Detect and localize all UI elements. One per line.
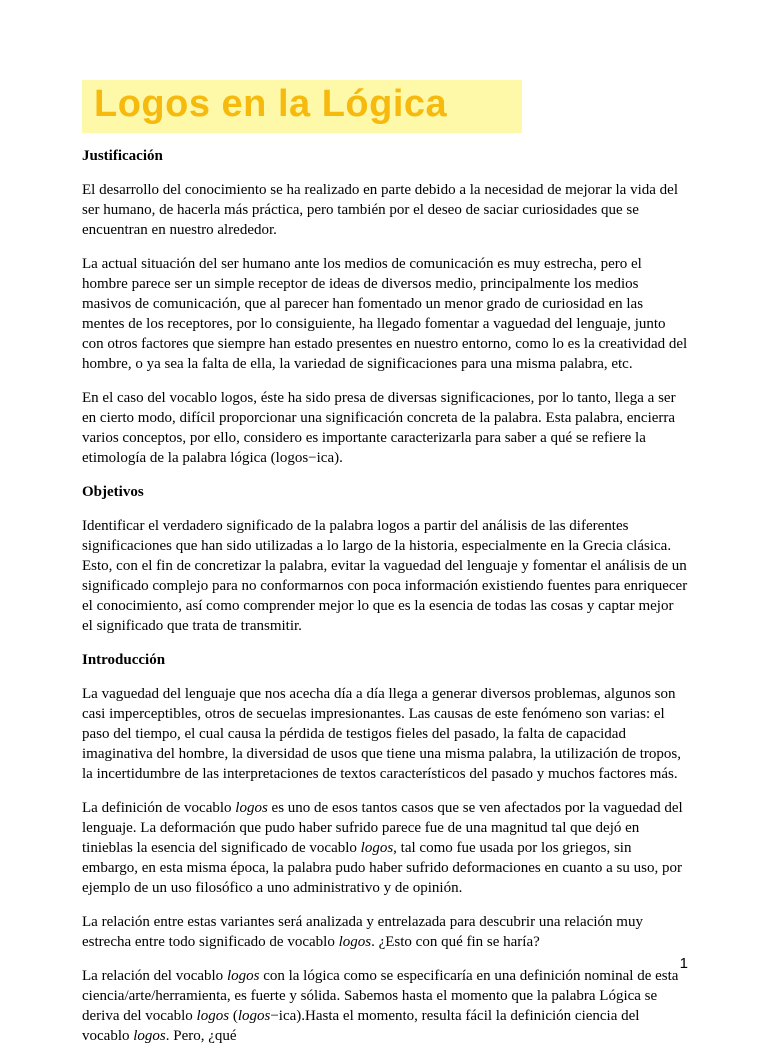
document-body [82, 146, 688, 1060]
italic-term: logos [235, 800, 268, 816]
text-run: . Pero, ¿qué [165, 1028, 237, 1044]
paragraph [82, 798, 688, 898]
text-run: con la lógica como se especificaría en una definición nominal de esta ciencia/arte/herramienta, es fuerte y sólida. Sabemos hasta el momento que la palabra Lógica se deriva del vocablo [82, 968, 679, 1024]
italic-term: logos [196, 1008, 230, 1024]
heading-objetivos: Objetivos [82, 484, 144, 500]
heading-justificacion: Justificación [82, 148, 163, 164]
paragraph: La actual situación del ser humano ante los medios de comunicación es muy estrecha, pero el hombre parece ser un simple receptor de ideas de diversos medio, principalmente los medios masivos de comunicación, que al parecer han fomentado un menor grado de curiosidad en las mentes de los receptores, por lo consiguiente, ha llegado fomentar a vaguedad del lenguaje, junto con otros factores que siempre han estado presentes en nuestro entorno, como lo es la creatividad del hombre, o ya sea la falta de ella, la variedad de significaciones para una misma palabra, etc. [82, 256, 688, 372]
paragraph [82, 912, 688, 952]
text-run: es uno de esos tantos casos que se ven afectados por la vaguedad del lenguaje. La deformación que pudo haber sufrido parece fue de una magnitud tal que dejó en tinieblas la esencia del significado de vocablo [82, 800, 683, 856]
italic-term: logos [360, 840, 394, 856]
paragraph: La vaguedad del lenguaje que nos acecha día a día llega a generar diversos problemas, algunos son casi imperceptibles, otros de secuelas impresionantes. Las causas de este fenómeno son varias: el paso del tiempo, el cual causa la pérdida de testigos fieles del pasado, la falta de capacidad imaginativa del hombre, la diversidad de usos que tiene una misma palabra, la utilización de tropos, la incertidumbre de las interpretaciones de textos característicos del pasado y muchos factores más. [82, 686, 681, 782]
text-run: La relación del vocablo [82, 968, 227, 984]
italic-term: logos [338, 934, 372, 950]
text-run: −ica).Hasta el momento, resulta fácil la definición ciencia del vocablo [82, 1008, 640, 1044]
text-run: , tal como fue usada por los griegos, sin embargo, en esta misma época, la palabra pudo haber sufrido deformaciones en cuanto a su uso, por ejemplo de un uso filosófico a uno administrativo y de opinión. [82, 840, 682, 896]
paragraph: En el caso del vocablo logos, éste ha sido presa de diversas significaciones, por lo tanto, llega a ser en cierto modo, difícil proporcionar una significación concreta de la palabra. Esta palabra, encierra varios conceptos, por ello, considero es importante caracterizarla para saber a qué se refiere la etimología de la palabra lógica (logos−ica). [82, 390, 676, 466]
italic-term: logos [237, 1008, 271, 1024]
title-banner [82, 80, 522, 133]
text-run: . ¿Esto con qué fin se haría? [371, 934, 540, 950]
italic-term: logos [133, 1028, 166, 1044]
paragraph [82, 966, 688, 1046]
text-run: La relación entre estas variantes será analizada y entrelazada para descubrir una relación muy estrecha entre todo significado de vocablo [82, 914, 643, 950]
italic-term: logos [226, 968, 260, 984]
page-number: 1 [679, 955, 688, 972]
text-run: La definición de vocablo [82, 800, 236, 816]
text-run: ( [229, 1008, 238, 1024]
paragraph: El desarrollo del conocimiento se ha realizado en parte debido a la necesidad de mejorar la vida del ser humano, de hacerla más práctica, pero también por el deseo de saciar curiosidades que se encuentran en nuestro alrededor. [82, 182, 678, 238]
heading-introduccion: Introducción [82, 652, 166, 668]
document-title: Logos en la Lógica [94, 83, 448, 125]
paragraph: Identificar el verdadero significado de la palabra logos a partir del análisis de las diferentes significaciones que han sido utilizadas a lo largo de la historia, especialmente en la Grecia clásica. Esto, con el fin de concretizar la palabra, evitar la vaguedad del lenguaje y fomentar el análisis de un significado complejo para no conformarnos con poca información existiendo fuentes para enriquecer el conocimiento, así como comprender mejor lo que es la esencia de todas las cosas y captar mejor el significado que trata de transmitir. [82, 518, 688, 634]
